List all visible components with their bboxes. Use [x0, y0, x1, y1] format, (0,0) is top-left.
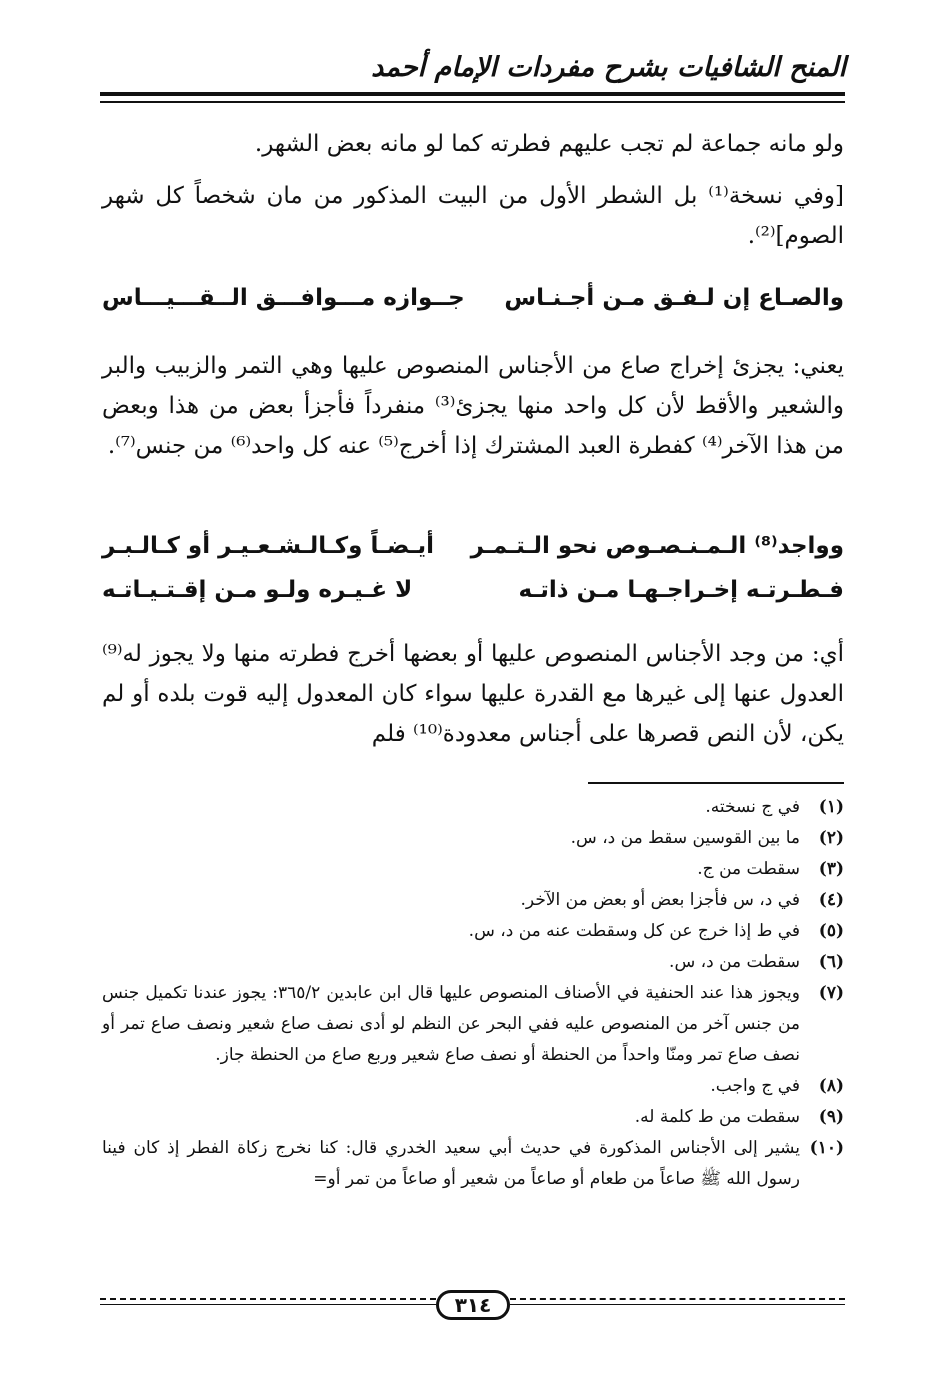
verse-2-row-2-right: فـطـرتـه إخـراجـهـا مـن ذاتـه: [518, 577, 844, 603]
verse-1-right-hemistich: والصـاع إن لـفـق مـن أجـنـاس: [504, 285, 844, 311]
footnote-number: (٦): [818, 952, 844, 972]
running-header-title: المنح الشافيات بشرح مفردات الإمام أحمد: [371, 52, 846, 83]
footnote-9: [102, 1102, 844, 1133]
footnote-number: (١٠): [809, 1138, 844, 1158]
verse-2-row-1: [102, 524, 844, 568]
footer-rule-right: [510, 1304, 845, 1305]
footnote-number: (٨): [818, 1076, 844, 1096]
footer-rule-left: [100, 1304, 436, 1305]
footnote-5: [102, 916, 844, 947]
footnote-text: سقطت من ج.: [697, 859, 800, 879]
verse-2-row-2-left: لا غـيـره ولـو مـن إقـتـيـاتـه: [102, 577, 413, 603]
footnote-text: ما بين القوسين سقط من د، س.: [570, 828, 800, 848]
page-number: ٣١٤: [436, 1290, 510, 1320]
footnote-4: [102, 885, 844, 916]
footer-dashed-rule-left: [100, 1298, 436, 1300]
footnote-text: سقطت من د، س.: [669, 952, 800, 972]
footnote-number: (٢): [818, 828, 844, 848]
footnote-number: (٧): [818, 983, 844, 1003]
footnote-number: (٤): [818, 890, 844, 910]
footnote-text: في ط إذا خرج عن كل وسقطت عنه من د، س.: [468, 921, 800, 941]
paragraph-1: ولو مانه جماعة لم تجب عليهم فطرته كما لو مانه بعض الشهر.: [254, 131, 844, 157]
verse-2-row-1-left: أيـضـاً وكـالـشـعـيـر أو كـالـبـر: [102, 533, 435, 559]
verse-2-row-2: [102, 568, 844, 612]
paragraph-2: [وفي نسخة⁽¹⁾ بل الشطر الأول من البيت المذكور من مان شخصاً كل شهر الصوم]⁽²⁾.: [102, 183, 845, 249]
footnote-2: [102, 823, 844, 854]
page-footer: [100, 1290, 845, 1324]
header-rule-thin: [100, 101, 845, 103]
footnote-1: [102, 792, 844, 823]
header-rule-thick: [100, 92, 845, 96]
footnote-6: [102, 947, 844, 978]
footnote-text: ويجوز هذا عند الحنفية في الأصناف المنصوص عليها قال ابن عابدين ٣٦٥/٢: يجوز عندنا تكميل جنس من جنس آخر من المنصوص عليه ففي البحر عن النظم لو أدى نصف صاع شعير ونصف صاع تمر أو نصف صاع تمر ومنّا واحداً من الحنطة أو نصف صاع شعير وربع صاع من الحنطة جاز.: [102, 983, 800, 1065]
footnote-text: في ج واجب.: [710, 1076, 800, 1096]
verse-1-row: [102, 276, 844, 320]
footnote-text: سقطت من ط كلمة له.: [634, 1107, 800, 1127]
verse-2-row-1-right: وواجد⁽⁸⁾ الـمـنـصـوص نحو الـتـمـر: [470, 533, 844, 559]
footnote-text: في د، س فأجزا بعض أو بعض من الآخر.: [520, 890, 800, 910]
footer-dashed-rule-right: [510, 1298, 845, 1300]
footnote-text: في ج نسخته.: [705, 797, 800, 817]
verse-1: [102, 276, 844, 320]
footnotes: [102, 792, 844, 1195]
footnote-number: (٩): [818, 1107, 844, 1127]
paragraph-3: يعني: يجزئ إخراج صاع من الأجناس المنصوص عليها وهي التمر والزبيب والبر والشعير والأقط لأن كل واحد منها يجزئ⁽³⁾ منفرداً فأجزأ بعض من هذا وبعض من هذا الآخر⁽⁴⁾ كفطرة العبد المشترك إذا أخرج⁽⁵⁾ عنه كل واحد⁽⁶⁾ من جنس⁽⁷⁾.: [102, 353, 844, 459]
footnote-text: يشير إلى الأجناس المذكورة في حديث أبي سعيد الخدري قال: كنا نخرج زكاة الفطر إذ كان فينا رسول الله ﷺ صاعاً من طعام أو صاعاً من شعير أو صاعاً من تمر أو=: [102, 1138, 800, 1189]
footnote-number: (٣): [818, 859, 844, 879]
footnote-8: [102, 1071, 844, 1102]
footnote-number: (٥): [818, 921, 844, 941]
footnote-7: [102, 978, 844, 1071]
verse-2: [102, 524, 844, 612]
paragraph-4: أي: من وجد الأجناس المنصوص عليها أو بعضها أخرج فطرته منها ولا يجوز له⁽⁹⁾ العدول عنها إلى غيرها مع القدرة عليها سواء كان المعدول إليه قوت بلده أو لم يكن، لأن النص قصرها على أجناس معدودة⁽¹⁰⁾ فلم: [102, 641, 844, 747]
footnote-separator: [588, 782, 844, 784]
footnote-3: [102, 854, 844, 885]
footnote-number: (١): [818, 797, 844, 817]
footnote-10: [102, 1133, 844, 1195]
verse-1-left-hemistich: جــوازه مـــوافـــق الــقـــيـــاس: [102, 285, 465, 311]
